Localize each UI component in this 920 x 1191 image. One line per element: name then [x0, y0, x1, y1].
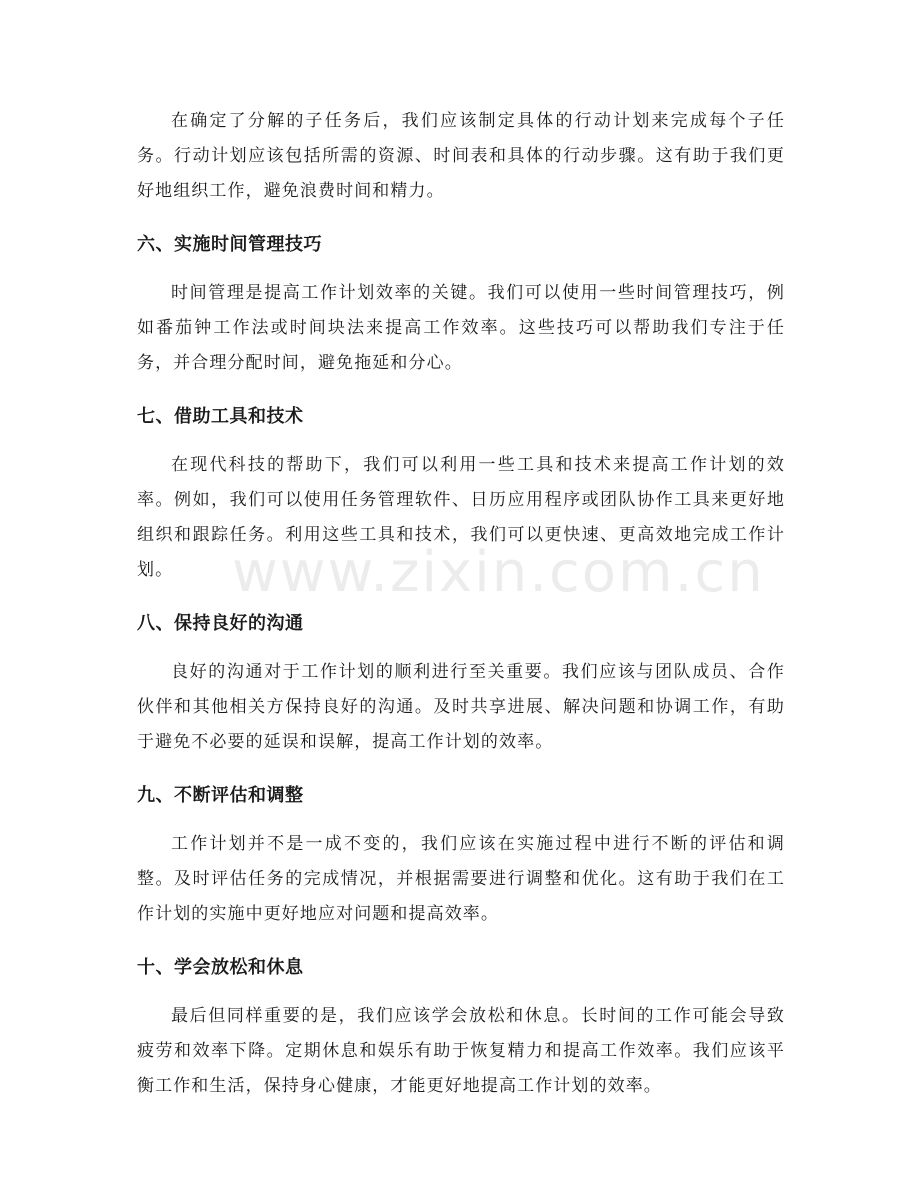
paragraph-section-10: 最后但同样重要的是，我们应该学会放松和休息。长时间的工作可能会导致疲劳和效率下降。定期休息和娱乐有助于恢复精力和提高工作效率。我们应该平衡工作和生活，保持身心健康，才能更好地提高工作计划的效率。 — [137, 1006, 785, 1096]
paragraph-section-9: 工作计划并不是一成不变的，我们应该在实施过程中进行不断的评估和调整。及时评估任务的完成情况，并根据需要进行调整和优化。这有助于我们在工作计划的实施中更好地应对问题和提高效率。 — [137, 834, 785, 924]
paragraph-section-6: 时间管理是提高工作计划效率的关键。我们可以使用一些时间管理技巧，例如番茄钟工作法或时间块法来提高工作效率。这些技巧可以帮助我们专注于任务，并合理分配时间，避免拖延和分心。 — [137, 283, 785, 373]
paragraph-section-7: 在现代科技的帮助下，我们可以利用一些工具和技术来提高工作计划的效率。例如，我们可以使用任务管理软件、日历应用程序或团队协作工具来更好地组织和跟踪任务。利用这些工具和技术，我们可以更快速、更高效地完成工作计划。 — [137, 455, 785, 580]
watermark-text: www.zixin.com.cn — [232, 540, 765, 605]
heading-section-9: 九、不断评估和调整 — [137, 785, 304, 806]
document-body — [137, 104, 785, 1104]
heading-section-7: 七、借助工具和技术 — [137, 406, 304, 427]
heading-section-8: 八、保持良好的沟通 — [137, 613, 304, 634]
paragraph-section-8: 良好的沟通对于工作计划的顺利进行至关重要。我们应该与团队成员、合作伙伴和其他相关方保持良好的沟通。及时共享进展、解决问题和协调工作，有助于避免不必要的延误和误解，提高工作计划的效率。 — [137, 662, 785, 752]
heading-section-10: 十、学会放松和休息 — [137, 957, 304, 978]
heading-section-6: 六、实施时间管理技巧 — [137, 234, 322, 255]
paragraph-action-plan: 在确定了分解的子任务后，我们应该制定具体的行动计划来完成每个子任务。行动计划应该包括所需的资源、时间表和具体的行动步骤。这有助于我们更好地组织工作，避免浪费时间和精力。 — [137, 111, 785, 201]
